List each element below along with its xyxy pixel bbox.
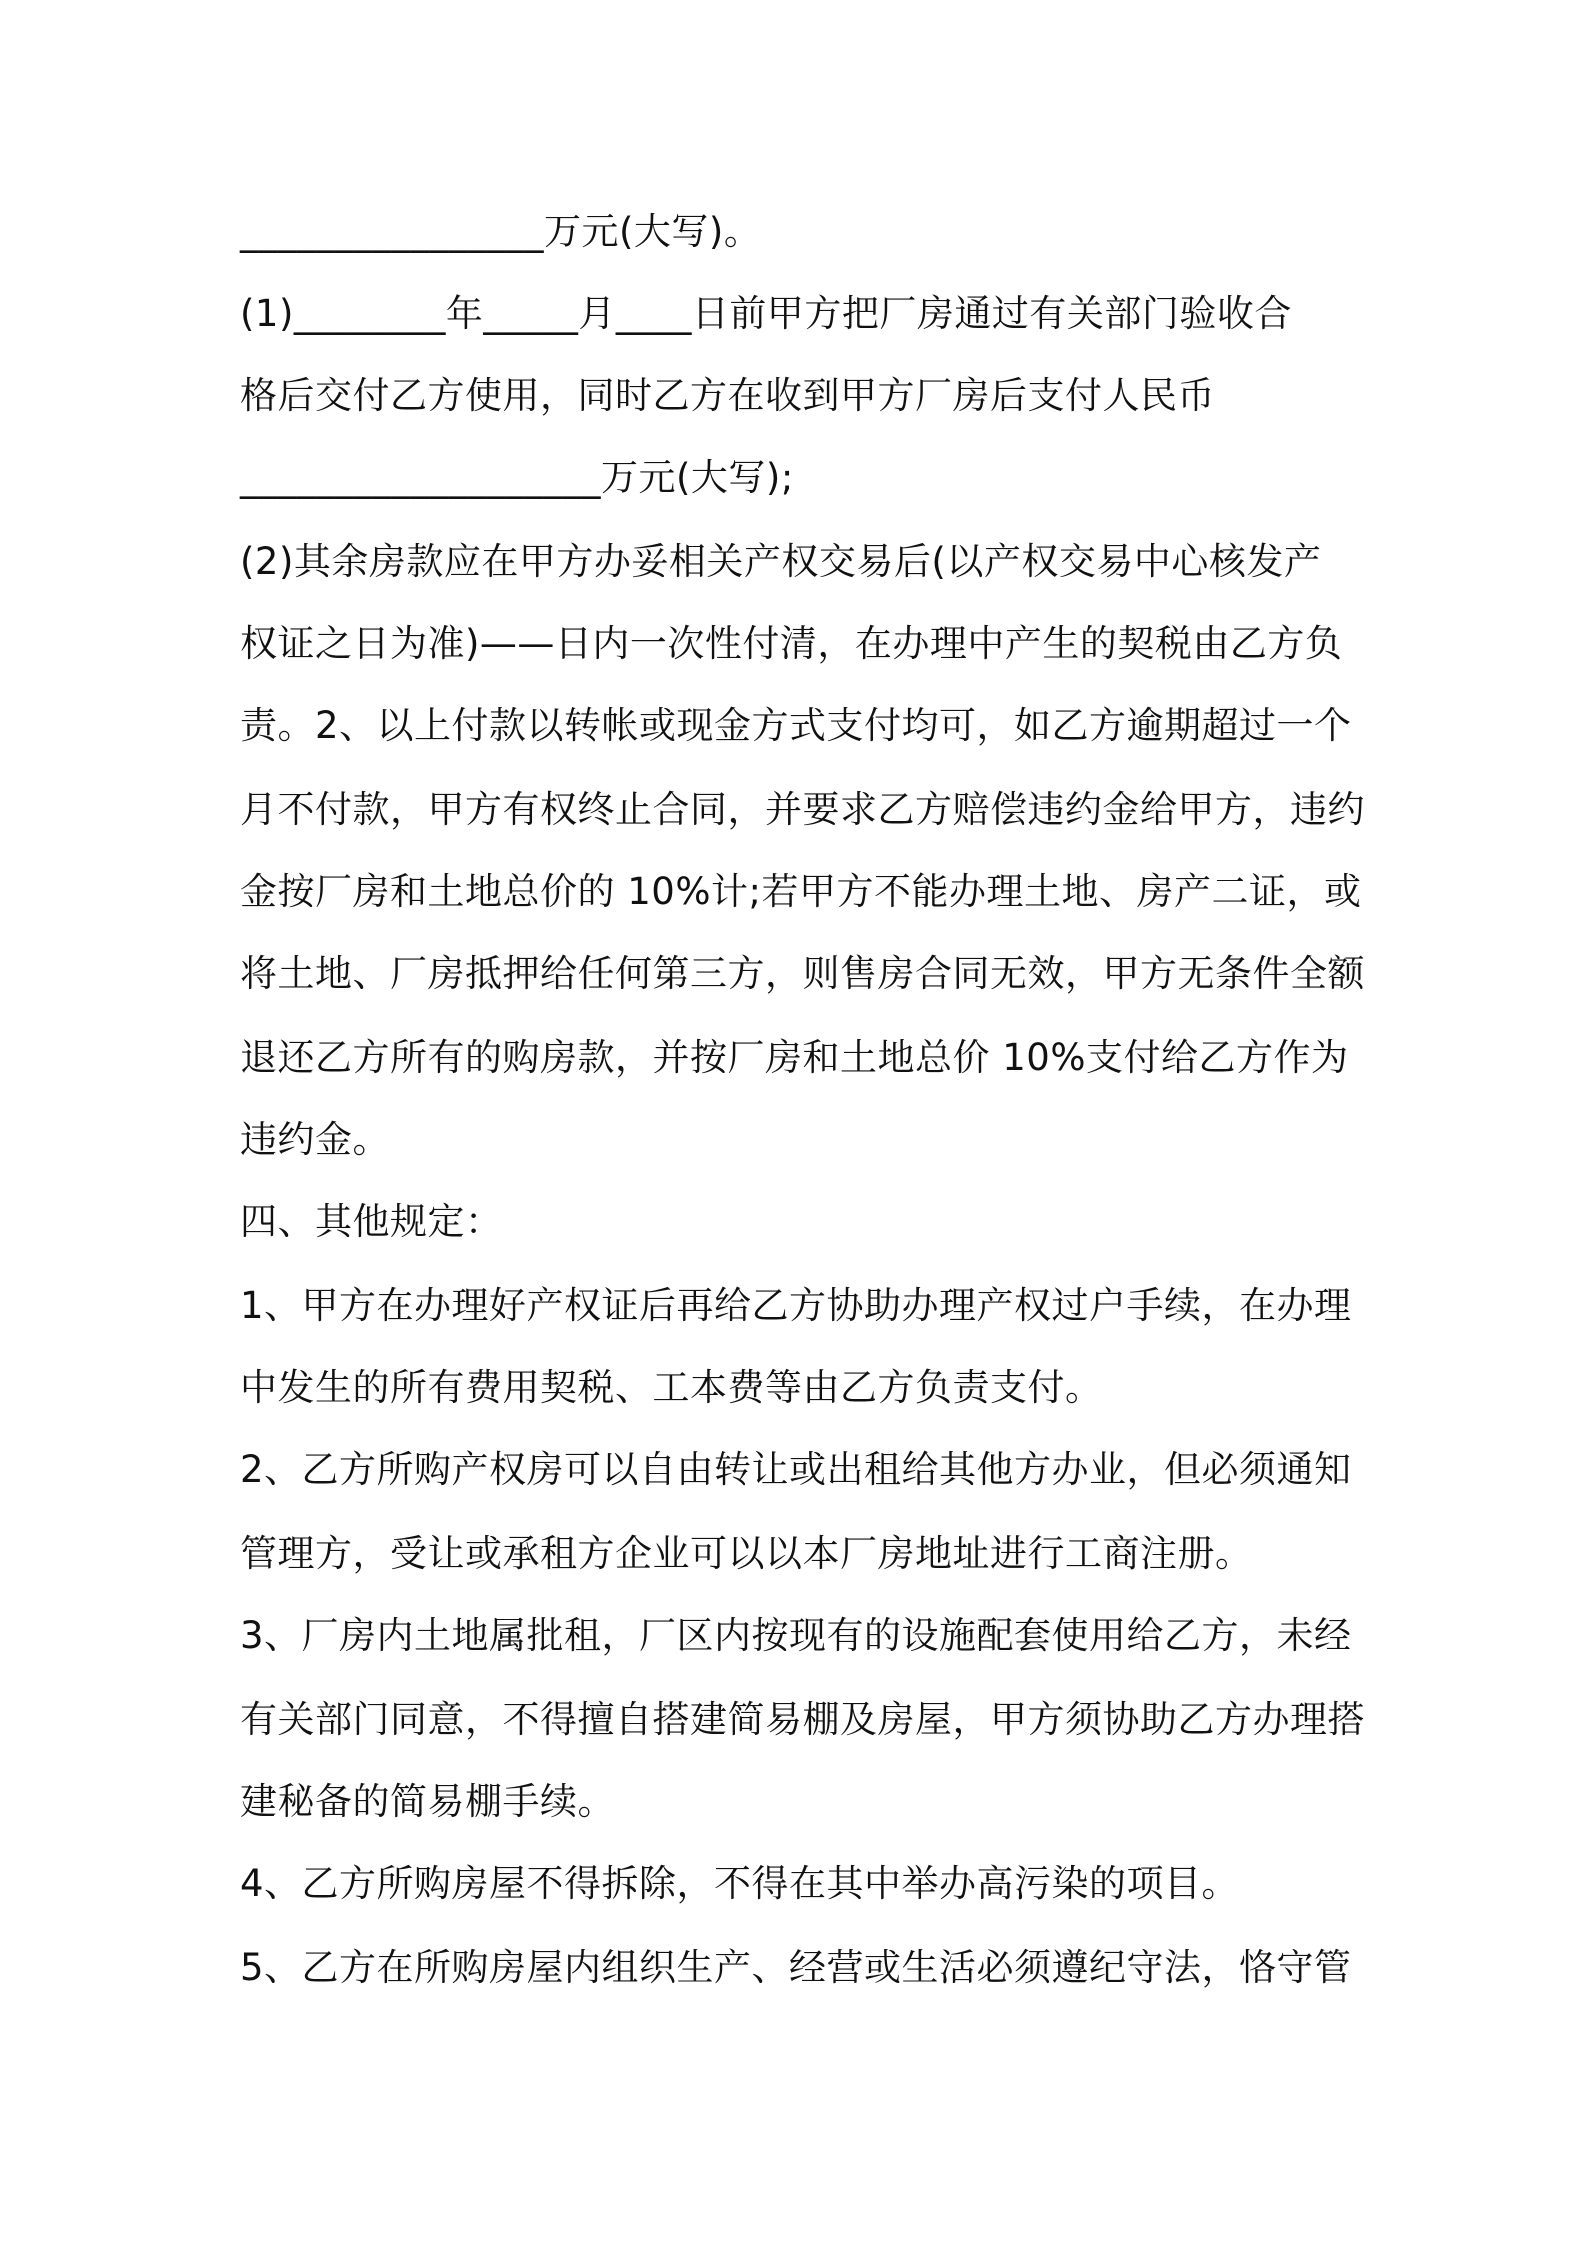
section-heading: 四、其他规定： — [240, 1200, 503, 1243]
text-line: 违约金。 — [240, 1118, 390, 1161]
text-line: 责。2、以上付款以转帐或现金方式支付均可，如乙方逾期超过一个 — [240, 704, 1352, 747]
text-line: 建秘备的简易棚手续。 — [240, 1780, 615, 1823]
text-line: 格后交付乙方使用，同时乙方在收到甲方厂房后支付人民币 — [240, 374, 1215, 417]
text-line: 1、甲方在办理好产权证后再给乙方协助办理产权过户手续，在办理 — [240, 1284, 1352, 1327]
text-line: 权证之日为准)——日内一次性付清，在办理中产生的契税由乙方负 — [240, 622, 1343, 665]
text-line: 月不付款，甲方有权终止合同，并要求乙方赔偿违约金给甲方，违约 — [240, 788, 1365, 831]
text-line: 金按厂房和土地总价的 10%计;若甲方不能办理土地、房产二证，或 — [240, 870, 1362, 913]
text-line: ________________万元(大写)。 — [240, 210, 762, 253]
text-line: 有关部门同意，不得擅自搭建简易棚及房屋，甲方须协助乙方办理搭 — [240, 1698, 1365, 1741]
text-line: 管理方，受让或承租方企业可以以本厂房地址进行工商注册。 — [240, 1532, 1253, 1575]
text-line: 2、乙方所购产权房可以自由转让或出租给其他方办业，但必须通知 — [240, 1448, 1352, 1491]
text-line: (1)________年_____月____日前甲方把厂房通过有关部门验收合 — [240, 292, 1292, 335]
text-line: 5、乙方在所购房屋内组织生产、经营或生活必须遵纪守法，恪守管 — [240, 1946, 1352, 1989]
text-line: ___________________万元(大写); — [240, 456, 794, 499]
text-line: 3、厂房内土地属批租，厂区内按现有的设施配套使用给乙方，未经 — [240, 1614, 1352, 1657]
text-line: 中发生的所有费用契税、工本费等由乙方负责支付。 — [240, 1366, 1103, 1409]
text-line: (2)其余房款应在甲方办妥相关产权交易后(以产权交易中心核发产 — [240, 540, 1322, 583]
text-line: 4、乙方所购房屋不得拆除，不得在其中举办高污染的项目。 — [240, 1862, 1240, 1905]
text-line: 将土地、厂房抵押给任何第三方，则售房合同无效，甲方无条件全额 — [240, 952, 1365, 995]
text-line: 退还乙方所有的购房款，并按厂房和土地总价 10%支付给乙方作为 — [240, 1036, 1349, 1079]
